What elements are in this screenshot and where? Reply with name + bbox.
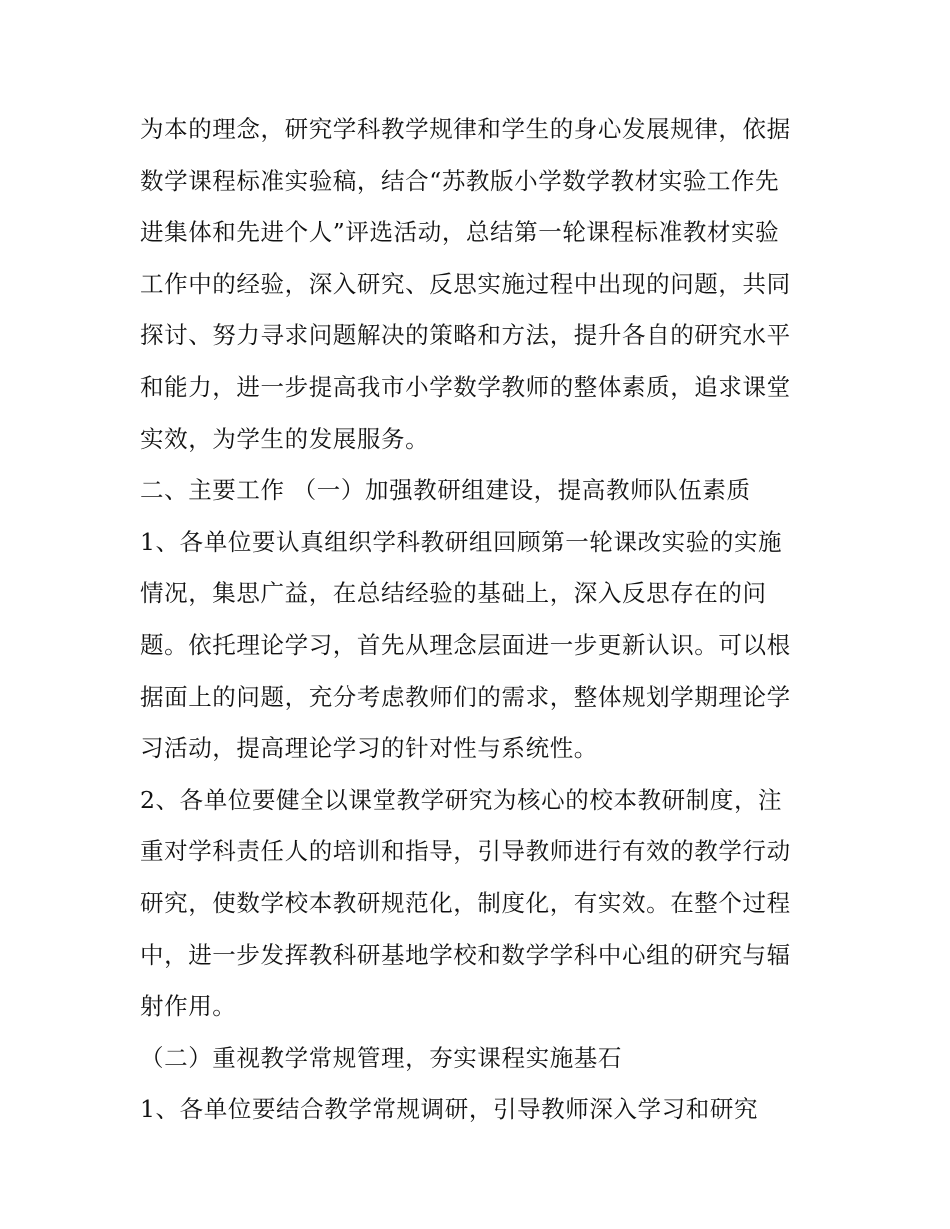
- text-line: 研究，使数学校本教研规范化，制度化，有实效。在整个过程: [140, 888, 791, 917]
- section-heading: 二、主要工作 （一）加强教研组建设，提高教师队伍素质: [140, 476, 751, 505]
- text-line: 中，进一步发挥教科研基地学校和数学学科中心组的研究与辐: [140, 940, 791, 969]
- text-line: 情况，集思广益，在总结经验的基础上，深入反思存在的问: [140, 579, 767, 608]
- text-line: 为本的理念，研究学科教学规律和学生的身心发展规律，依据: [140, 115, 791, 143]
- text-line: 工作中的经验，深入研究、反思实施过程中出现的问题，共同: [140, 269, 791, 298]
- text-line: 1、各单位要认真组织学科教研组回顾第一轮课改实验的实施: [140, 527, 783, 556]
- document-body: [140, 104, 820, 1136]
- subsection-heading: （二）重视教学常规管理，夯实课程实施基石: [140, 1043, 622, 1072]
- text-line: 实效，为学生的发展服务。: [140, 424, 430, 453]
- text-line: 探讨、努力寻求问题解决的策略和方法，提升各自的研究水平: [140, 321, 791, 350]
- text-line: 和能力，进一步提高我市小学数学教师的整体素质，追求课堂: [140, 372, 791, 401]
- text-line: 数学课程标准实验稿，结合“苏教版小学数学教材实验工作先: [140, 166, 780, 195]
- text-line: 进集体和先进个人”评选活动，总结第一轮课程标准教材实验: [140, 218, 780, 247]
- text-line: 射作用。: [140, 992, 237, 1021]
- text-line: 1、各单位要结合教学常规调研，引导教师深入学习和研究: [140, 1095, 759, 1124]
- text-line: 题。依托理论学习，首先从理念层面进一步更新认识。可以根: [140, 630, 791, 659]
- text-line: 据面上的问题，充分考虑教师们的需求，整体规划学期理论学: [140, 682, 791, 711]
- text-line: 习活动，提高理论学习的针对性与系统性。: [140, 734, 598, 763]
- text-line: 2、各单位要健全以课堂教学研究为核心的校本教研制度，注: [140, 785, 783, 814]
- text-line: 重对学科责任人的培训和指导，引导教师进行有效的教学行动: [140, 837, 791, 866]
